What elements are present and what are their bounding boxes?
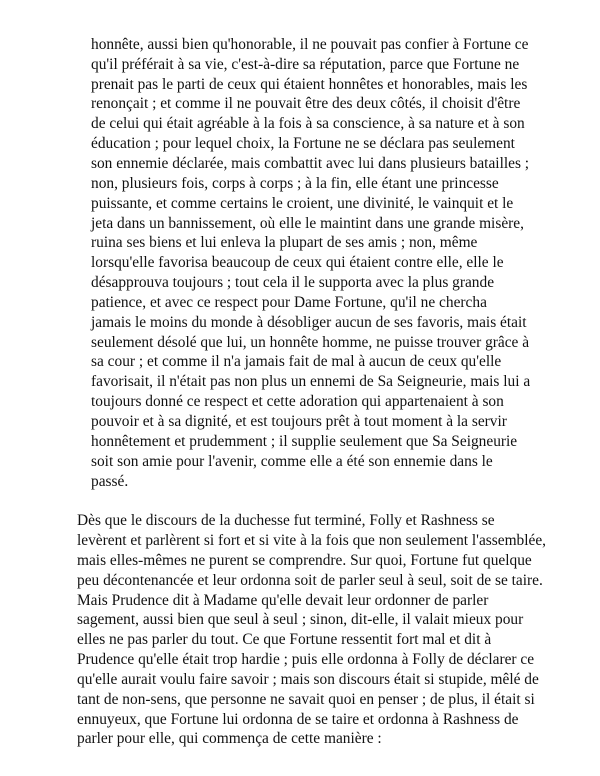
text-line: honnêtement et prudemment ; il supplie seulement que Sa Seigneurie [91,433,518,450]
text-line: favorisait, il n'était pas non plus un ennemi de Sa Seigneurie, mais lui a [91,373,531,390]
text-line: Mais Prudence dit à Madame qu'elle devait leur ordonner de parler [77,592,489,609]
text-line: désapprouva toujours ; tout cela il le supporta avec la plus grande [91,274,495,291]
text-line: qu'elle aurait voulu faire savoir ; mais son discours était si stupide, mêlé de [77,671,539,688]
text-line: toujours donné ce respect et cette adoration qui appartenaient à son [91,393,504,410]
text-line: son ennemie déclarée, mais combattit avec lui dans plusieurs batailles ; [91,155,530,172]
text-line: Prudence qu'elle était trop hardie ; puis elle ordonna à Folly de déclarer ce [77,651,535,668]
text-line: patience, et avec ce respect pour Dame Fortune, qu'il ne chercha [91,294,487,311]
text-line: jamais le moins du monde à désobliger aucun de ses favoris, mais était [91,314,527,331]
text-line: non, plusieurs fois, corps à corps ; à la fin, elle étant une princesse [91,175,499,192]
text-line: parler pour elle, qui commença de cette manière : [77,730,382,747]
text-line: peu décontenancée et leur ordonna soit de parler seul à seul, soit de se taire. [77,572,543,589]
text-line: jeta dans un bannissement, où elle le maintint dans une grande misère, [91,215,524,232]
text-line: tant de non-sens, que personne ne savait quoi en penser ; de plus, il était si [77,691,535,708]
text-line: elles ne pas parler du tout. Ce que Fortune ressentit fort mal et dit à [77,631,492,648]
text-line: Dès que le discours de la duchesse fut terminé, Folly et Rashness se [77,512,495,529]
text-line: éducation ; pour lequel choix, la Fortune ne se déclara pas seulement [91,135,515,152]
text-line: lorsqu'elle favorisa beaucoup de ceux qui étaient contre elle, elle le [91,254,504,271]
text-line: levèrent et parlèrent si fort et si vite à la fois que non seulement l'assemblée, [77,532,547,549]
text-line: seulement désolé que lui, un honnête homme, ne puisse trouver grâce à [91,334,530,351]
text-line: renonçait ; et comme il ne pouvait être des deux côtés, il choisit d'être [91,95,521,112]
text-line: prenait pas le parti de ceux qui étaient honnêtes et honorables, mais les [91,76,528,93]
text-line: sagement, aussi bien que seul à seul ; sinon, dit-elle, il valait mieux pour [77,611,524,628]
text-line: soit son amie pour l'avenir, comme elle a été son ennemie dans le [91,453,493,470]
text-line: puissante, et comme certains le croient, une divinité, le vainquit et le [91,195,514,212]
text-line: pouvoir et à sa dignité, et est toujours prêt à tout moment à la servir [91,413,507,430]
text-line: ennuyeux, que Fortune lui ordonna de se taire et ordonna à Rashness de [77,711,519,728]
text-line: mais elles-mêmes ne purent se comprendre. Sur quoi, Fortune fut quelque [77,552,532,569]
text-line: de celui qui était agréable à la fois à sa conscience, à sa nature et à son [91,115,525,132]
text-line: sa cour ; et comme il n'a jamais fait de mal à aucun de ceux qu'elle [91,353,502,370]
text-line: passé. [91,473,129,490]
text-line: honnête, aussi bien qu'honorable, il ne pouvait pas confier à Fortune ce [91,36,529,53]
text-line: qu'il préférait à sa vie, c'est-à-dire sa réputation, parce que Fortune ne [91,56,520,73]
text-line: ruina ses biens et lui enleva la plupart de ses amis ; non, même [91,234,478,251]
